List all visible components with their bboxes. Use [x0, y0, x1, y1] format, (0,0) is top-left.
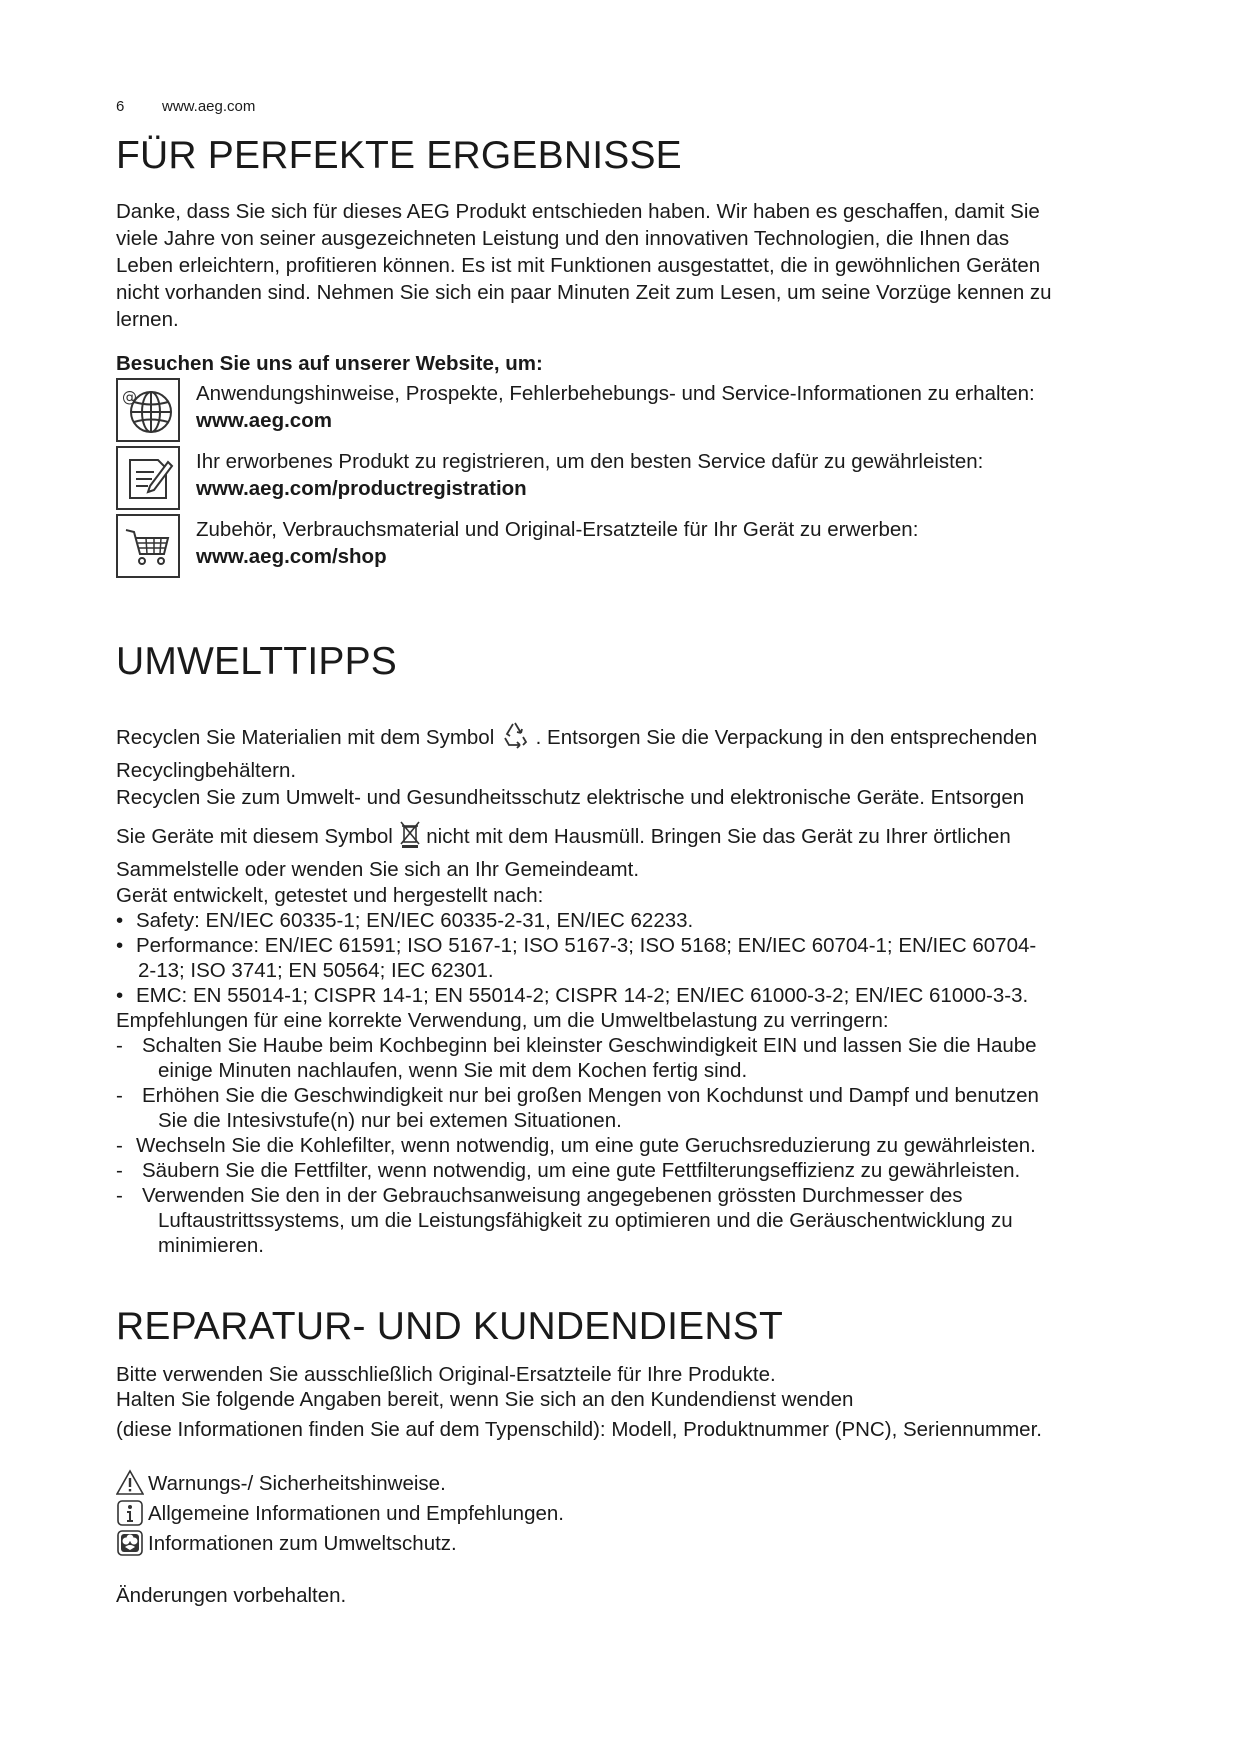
legend-info-text: Allgemeine Informationen und Empfehlungen.: [148, 1501, 564, 1525]
page-number: 6: [116, 98, 125, 115]
crossed-bin-icon: [399, 819, 421, 856]
registration-info-text: Ihr erworbenes Produkt zu registrieren, um den besten Service dafür zu gewährleisten:: [196, 450, 984, 473]
standards-list: [116, 908, 1146, 1008]
globe-icon: [116, 378, 180, 442]
intro-paragraph: [116, 198, 1146, 333]
section-title-perfect-results: FÜR PERFEKTE ERGEBNISSE: [116, 134, 682, 177]
header-website: www.aeg.com: [162, 98, 256, 115]
intro-line: Leben erleichtern, profitieren können. Es ist mit Funktionen ausgestattet, die in gewöhnlichen Geräten: [116, 254, 1041, 277]
changes-reserved-note: Änderungen vorbehalten.: [116, 1584, 347, 1607]
legend-warning-text: Warnungs-/ Sicherheitshinweise.: [148, 1471, 446, 1495]
recycle-paragraph: [116, 720, 1146, 1258]
service-line: Halten Sie folgende Angaben bereit, wenn Sie sich an den Kundendienst wenden: [116, 1388, 854, 1411]
page-header: [116, 98, 255, 115]
recommendation-item-cont: Luftaustrittssystems, um die Leistungsfähigkeit zu optimieren und die Geräuschentwicklung zu: [158, 1209, 1013, 1232]
recommendation-item-cont: Sie die Intesivstufe(n) nur bei extemen Situationen.: [158, 1109, 622, 1132]
intro-line: lernen.: [116, 308, 179, 331]
visit-heading: Besuchen Sie uns auf unserer Website, um:: [116, 352, 543, 375]
intro-line: viele Jahre von seiner ausgezeichneten Leistung und den innovativen Technologien, die Ihnen das: [116, 227, 1010, 250]
shop-info-text: Zubehör, Verbrauchsmaterial und Original-Ersatzteile für Ihr Gerät zu erwerben:: [196, 518, 919, 541]
recycle-line-2: Recyclingbehältern.: [116, 759, 297, 782]
environment-icon: [116, 1529, 144, 1557]
recycle-text-before: Recyclen Sie Materialien mit dem Symbol: [116, 726, 495, 749]
legend-environment: [116, 1529, 457, 1557]
weee-text-after: nicht mit dem Hausmüll. Bringen Sie das Gerät zu Ihrer örtlichen: [426, 825, 1011, 848]
service-line: (diese Informationen finden Sie auf dem Typenschild): Modell, Produktnummer (PNC), Seriennummer.: [116, 1418, 1042, 1441]
legend-warning: [116, 1469, 446, 1497]
warning-icon: [116, 1469, 144, 1497]
recommendation-item: - Erhöhen Sie die Geschwindigkeit nur bei großen Mengen von Kochdunst und Dampf und benutzen: [116, 1084, 1039, 1107]
intro-line: nicht vorhanden sind. Nehmen Sie sich ein paar Minuten Zeit zum Lesen, um seine Vorzüge kennen zu: [116, 281, 1052, 304]
recommendations-heading: Empfehlungen für eine korrekte Verwendung, um die Umweltbelastung zu verringern:: [116, 1009, 889, 1032]
standard-item-cont: 2-13; ISO 3741; EN 50564; IEC 62301.: [138, 959, 494, 982]
recommendation-item: - Verwenden Sie den in der Gebrauchsanweisung angegebenen grössten Durchmesser des: [116, 1184, 963, 1207]
website-info-row: [116, 378, 1146, 442]
recycling-icon: [500, 720, 530, 757]
shop-link[interactable]: www.aeg.com/shop: [196, 545, 387, 568]
shopping-cart-icon: [116, 514, 180, 578]
legend-info: [116, 1499, 564, 1527]
website-link-main[interactable]: www.aeg.com: [196, 409, 332, 432]
standard-item: • Safety: EN/IEC 60335-1; EN/IEC 60335-2-31, EN/IEC 62233.: [116, 909, 694, 932]
recommendations-list: [116, 1033, 1146, 1258]
recommendation-item: - Säubern Sie die Fettfilter, wenn notwendig, um eine gute Fettfilterungseffizienz zu gewährleisten.: [116, 1159, 1021, 1182]
weee-line-3: Sammelstelle oder wenden Sie sich an Ihr Gemeindeamt.: [116, 858, 640, 881]
shop-row: [116, 514, 1146, 578]
recommendation-item: - Wechseln Sie die Kohlefilter, wenn notwendig, um eine gute Geruchsreduzierung zu gewährleisten.: [116, 1134, 1036, 1157]
standard-item: • Performance: EN/IEC 61591; ISO 5167-1; ISO 5167-3; ISO 5168; EN/IEC 60704-1; EN/IEC 60704-: [116, 934, 1037, 957]
section-title-repair-service: REPARATUR- UND KUNDENDIENST: [116, 1305, 783, 1348]
weee-line-1: Recyclen Sie zum Umwelt- und Gesundheitsschutz elektrische und elektronische Geräte. Entsorgen: [116, 786, 1025, 809]
recycle-text-after: . Entsorgen Sie die Verpackung in den entsprechenden: [535, 726, 1038, 749]
intro-line: Danke, dass Sie sich für dieses AEG Produkt entschieden haben. Wir haben es geschaffen, damit Sie: [116, 200, 1040, 223]
legend-environment-text: Informationen zum Umweltschutz.: [148, 1531, 457, 1555]
standard-item: • EMC: EN 55014-1; CISPR 14-1; EN 55014-2; CISPR 14-2; EN/IEC 61000-3-2; EN/IEC 61000-3-3.: [116, 984, 1029, 1007]
service-line: Bitte verwenden Sie ausschließlich Original-Ersatzteile für Ihre Produkte.: [116, 1363, 776, 1386]
info-icon: [116, 1499, 144, 1527]
tested-heading: Gerät entwickelt, getestet und hergestellt nach:: [116, 884, 544, 907]
service-paragraph: [116, 1362, 1146, 1443]
section-title-environment-tips: UMWELTTIPPS: [116, 640, 397, 683]
recommendation-item-cont: minimieren.: [158, 1234, 264, 1257]
registration-icon: [116, 446, 180, 510]
product-registration-row: [116, 446, 1146, 510]
recommendation-item-cont: einige Minuten nachlaufen, wenn Sie mit dem Kochen fertig sind.: [158, 1059, 748, 1082]
recommendation-item: - Schalten Sie Haube beim Kochbeginn bei kleinster Geschwindigkeit EIN und lassen Sie die Haube: [116, 1034, 1037, 1057]
registration-link[interactable]: www.aeg.com/productregistration: [196, 477, 527, 500]
weee-text-before: Sie Geräte mit diesem Symbol: [116, 825, 393, 848]
svg-text:@: @: [122, 388, 137, 406]
website-info-text: Anwendungshinweise, Prospekte, Fehlerbehebungs- und Service-Informationen zu erhalten:: [196, 382, 1035, 405]
